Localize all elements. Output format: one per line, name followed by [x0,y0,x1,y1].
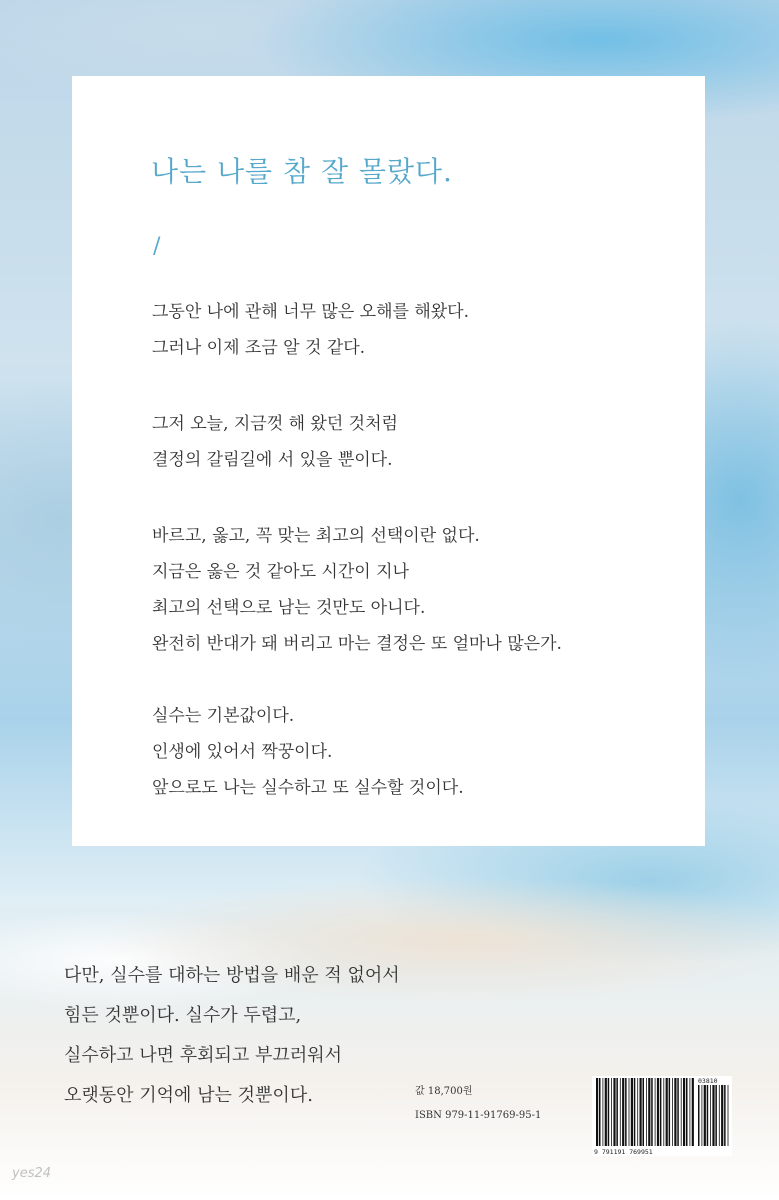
barcode-digits: 9 791191 769951 [594,1148,653,1156]
text-line: 실수하고 나면 후회되고 부끄러워서 [64,1045,342,1066]
text-line: 바르고, 옳고, 꼭 맞는 최고의 선택이란 없다. [152,526,480,546]
isbn-barcode [592,1076,732,1156]
text-line: 완전히 반대가 돼 버리고 마는 결정은 또 얼마나 많은가. [152,634,562,654]
stanza-1 [152,294,469,366]
text-line: 그동안 나에 관해 너무 많은 오해를 해왔다. [152,302,470,322]
barcode-addon-digits: 03810 [698,1077,718,1085]
isbn-label: ISBN 979-11-91769-95-1 [415,1110,542,1121]
text-panel [72,76,705,846]
slash-mark: / [153,234,161,259]
bottom-paragraph [64,956,400,1116]
text-line: 결정의 갈림길에 서 있을 뿐이다. [152,450,393,470]
text-line: 힘든 것뿐이다. 실수가 두렵고, [64,1005,302,1026]
stanza-3 [152,518,562,662]
stanza-4 [152,698,464,806]
text-line: 인생에 있어서 짝꿍이다. [152,742,333,762]
headline: 나는 나를 참 잘 몰랐다. [151,155,453,188]
text-line: 다만, 실수를 대하는 방법을 배운 적 없어서 [64,965,400,986]
stanza-2 [152,406,398,478]
text-line: 최고의 선택으로 남는 것만도 아니다. [152,598,426,618]
text-line: 그저 오늘, 지금껏 해 왔던 것처럼 [152,414,398,434]
text-line: 그러나 이제 조금 알 것 같다. [152,338,366,358]
text-line: 실수는 기본값이다. [152,706,295,726]
text-line: 오랫동안 기억에 남는 것뿐이다. [64,1085,313,1106]
watermark-logo: yes24 [12,1166,52,1181]
price-label: 값 18,700원 [415,1086,473,1097]
text-line: 지금은 옳은 것 같아도 시간이 지나 [152,562,409,582]
text-line: 앞으로도 나는 실수하고 또 실수할 것이다. [152,778,464,798]
